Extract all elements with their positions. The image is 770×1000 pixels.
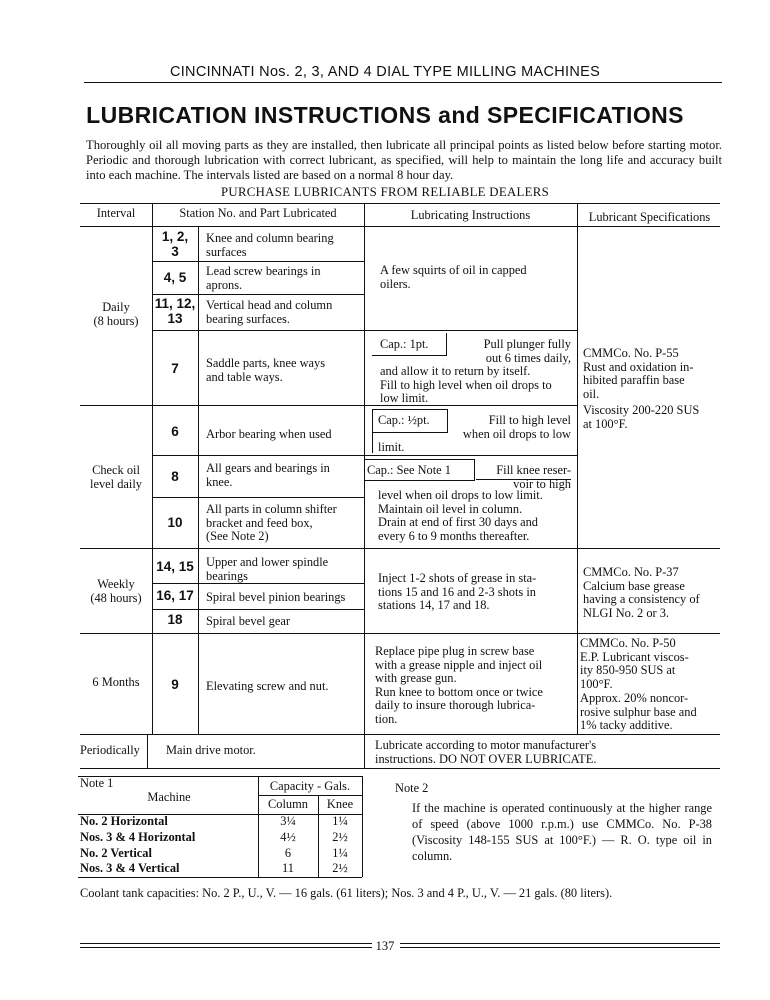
station-number: 7 [171, 361, 179, 376]
instruction-grease: Inject 1-2 shots of grease in sta- tions 15 and 16 and 2-3 shots in stations 14, 17 and 18. [378, 571, 537, 612]
station-number: 14, 15 [156, 559, 194, 574]
note1-machine: Nos. 3 & 4 Vertical [80, 861, 180, 875]
note1-knee-value: 2½ [332, 861, 348, 875]
part-lubricated: Arbor bearing when used [206, 427, 332, 441]
station-number: 10 [167, 515, 183, 530]
spec-p55: CMMCo. No. P-55 Rust and oxidation in- hibited paraffin base oil. [583, 346, 694, 401]
station-number: 16, 17 [156, 588, 194, 603]
note1-knee-value: 2½ [332, 830, 348, 844]
spec-p55-viscosity: Viscosity 200-220 SUS at 100°F. [583, 403, 700, 431]
capacity-label: Cap.: See Note 1 [367, 463, 451, 477]
page-number: 137 [375, 939, 395, 953]
part-lubricated: Spiral bevel pinion bearings [206, 590, 346, 604]
instruction-text: level when oil drops to low limit. Maintain oil level in column. Drain at end of first 30 days and every 6 to 9 months thereafter. [378, 488, 543, 543]
note1-machine: No. 2 Horizontal [80, 814, 168, 828]
note1-column-value: 6 [284, 846, 292, 860]
spec-p50-additives: Approx. 20% noncor- rosive sulphur base and 1% tacky additive. [580, 691, 697, 732]
spec-p50: CMMCo. No. P-50 E.P. Lubricant viscos- ity 850-950 SUS at 100°F. [580, 636, 689, 691]
interval-weekly: Weekly (48 hours) [90, 577, 142, 605]
part-lubricated: Saddle parts, knee ways and table ways. [206, 356, 326, 384]
instruction-text: Pull plunger fully out 6 times daily, [483, 337, 571, 365]
station-number: 1, 2, 3 [161, 229, 189, 259]
note1-column-value: 11 [282, 861, 294, 875]
header-station: Station No. and Part Lubricated [179, 206, 337, 220]
station-number: 9 [171, 677, 179, 692]
note2-text: If the machine is operated continuously at the higher range of speed (above 1000 r.p.m.) use CMMCo. No. P-38 (Viscosity 148-155 SUS at 100°F.) — R. O. type oil in column. [412, 801, 712, 863]
interval-six-months: 6 Months [92, 675, 140, 689]
page-title: LUBRICATION INSTRUCTIONS and SPECIFICATIONS [86, 102, 684, 128]
note2-label: Note 2 [395, 781, 429, 795]
station-number: 11, 12, 13 [154, 296, 196, 326]
note1-machine: No. 2 Vertical [80, 846, 152, 860]
instruction-text: Fill knee reser- voir to high [496, 463, 571, 491]
note1-machine: Nos. 3 & 4 Horizontal [80, 830, 196, 844]
header-specs: Lubricant Specifications [588, 210, 711, 224]
part-lubricated: Vertical head and column bearing surfaces. [206, 298, 333, 326]
capacity-label: Cap.: 1pt. [380, 337, 429, 351]
instruction-text: and allow it to return by itself. Fill to high level when oil drops to low limit. [380, 364, 552, 405]
interval-daily: Daily (8 hours) [93, 300, 139, 328]
part-lubricated: Knee and column bearing surfaces [206, 231, 334, 259]
note1-label: Note 1 [80, 776, 114, 790]
part-lubricated: All parts in column shifter bracket and feed box, (See Note 2) [206, 502, 337, 543]
part-lubricated: Elevating screw and nut. [206, 679, 329, 693]
part-lubricated: Lead screw bearings in aprons. [206, 264, 321, 292]
capacity-label: Cap.: ½pt. [378, 413, 430, 427]
station-number: 18 [167, 612, 183, 627]
part-lubricated: Upper and lower spindle bearings [206, 555, 329, 583]
part-lubricated: Main drive motor. [166, 743, 256, 757]
part-lubricated: All gears and bearings in knee. [206, 461, 330, 489]
spec-p37: CMMCo. No. P-37 Calcium base grease having a consistency of NLGI No. 2 or 3. [583, 565, 700, 620]
note1-header-machine: Machine [147, 790, 191, 804]
subtitle: PURCHASE LUBRICANTS FROM RELIABLE DEALERS [221, 185, 549, 199]
note1-knee-value: 1¼ [332, 846, 348, 860]
instruction-text: Fill to high level when oil drops to low [462, 413, 571, 441]
note1-header-knee: Knee [326, 797, 354, 811]
running-head: CINCINNATI Nos. 2, 3, AND 4 DIAL TYPE MILLING MACHINES [169, 64, 601, 80]
part-lubricated: Spiral bevel gear [206, 614, 290, 628]
station-number: 4, 5 [163, 270, 187, 285]
note1-knee-value: 1¼ [332, 814, 348, 828]
instruction-oilers: A few squirts of oil in capped oilers. [380, 263, 527, 291]
station-number: 6 [171, 424, 179, 439]
note1-header-column: Column [268, 797, 308, 811]
note1-column-value: 3¼ [280, 814, 296, 828]
note1-column-value: 4½ [280, 830, 296, 844]
header-rule [84, 82, 722, 83]
interval-check-oil: Check oil level daily [90, 463, 142, 491]
station-number: 8 [171, 469, 179, 484]
intro-paragraph: Thoroughly oil all moving parts as they are installed, then lubricate all principal points as listed below before starting motor. Periodic and thorough lubrication with correct lubricant, as specified, will help to maintain the long life and accuracy built into each machine. The intervals listed are based on a normal 8 hour day. [86, 138, 722, 182]
interval-periodically: Periodically [80, 743, 140, 757]
instruction-text: limit. [378, 440, 405, 454]
coolant-capacities: Coolant tank capacities: No. 2 P., U., V. — 16 gals. (61 liters); Nos. 3 and 4 P., U., V. — 21 gals. (80 liters). [80, 886, 613, 900]
note1-header-capacity: Capacity - Gals. [269, 779, 351, 793]
header-instructions: Lubricating Instructions [410, 208, 531, 222]
instruction-pipe-plug: Replace pipe plug in screw base with a grease nipple and inject oil with grease gun. Run knee to bottom once or twice daily to insure thorough lubrica- tion. [375, 644, 543, 726]
instruction-motor: Lubricate according to motor manufacturer's instructions. DO NOT OVER LUBRICATE. [375, 738, 597, 766]
header-interval: Interval [96, 206, 136, 220]
